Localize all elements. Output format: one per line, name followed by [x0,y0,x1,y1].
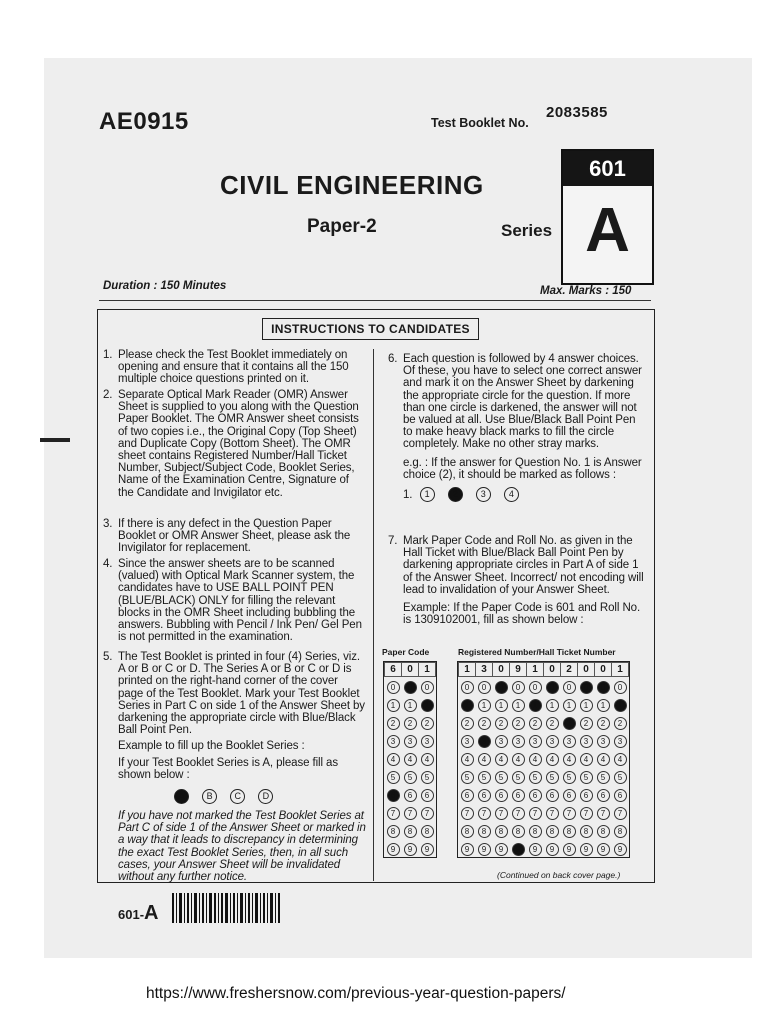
paper-code-bubble: 5 [387,771,400,784]
roll-number-bubble: 5 [461,771,474,784]
paper-code-bubble: 0 [421,681,434,694]
roll-number-bubble: 5 [580,771,593,784]
instruction-4 [103,558,366,644]
paper-code-bubble: 6 [404,789,417,802]
duration: Duration : 150 Minutes [103,280,227,292]
roll-number-bubble: 3 [597,735,610,748]
roll-number-bubble: 7 [495,807,508,820]
answer-bubble-2: 2 [448,487,463,502]
paper-code-bubble: 5 [421,771,434,784]
roll-number-bubble: 0 [563,681,576,694]
series-bubbles [174,789,366,804]
paper-code-bubble: 6 [387,789,400,802]
paper-code-digit-1: 0 [402,663,419,677]
roll-number-bubble: 3 [546,735,559,748]
roll-number-digit-9: 1 [612,663,629,677]
paper-code-bubble: 4 [421,753,434,766]
roll-number-bubble: 7 [461,807,474,820]
roll-number-bubble: 6 [461,789,474,802]
roll-number-bubble: 5 [614,771,627,784]
roll-number-bubble: 9 [580,843,593,856]
roll-number-digit-7: 0 [578,663,595,677]
instruction-text: Mark Paper Code and Roll No. as given in the Hall Ticket with Blue/Black Ball Point Pen by darkening appropriate circles in Part A of side 1 of the Answer Sheet. Incorrect/ not encoding will lead to invalidation of your Answer Sheet. [403,535,644,596]
roll-number-bubble: 7 [478,807,491,820]
max-marks: Max. Marks : 150 [540,285,632,297]
roll-number-bubble: 4 [495,753,508,766]
roll-number-bubble: 2 [546,717,559,730]
roll-number-bubble: 0 [597,681,610,694]
roll-number-bubble: 4 [529,753,542,766]
instruction-number: 3. [103,518,113,530]
roll-number-bubble: 0 [529,681,542,694]
roll-number-bubble: 4 [597,753,610,766]
roll-number-bubble: 4 [546,753,559,766]
column-divider [373,349,374,881]
paper-code-bubble: 9 [387,843,400,856]
paper-code-bubble: 3 [404,735,417,748]
paper-code-bubble: 7 [421,807,434,820]
instruction-number: 7. [388,535,398,547]
roll-number-bubble: 7 [614,807,627,820]
roll-number-bubble: 0 [580,681,593,694]
roll-number-bubble: 0 [614,681,627,694]
roll-number-bubble: 5 [512,771,525,784]
roll-number-bubble: 0 [478,681,491,694]
series-bubble-a: A [174,789,189,804]
roll-number-bubble: 8 [495,825,508,838]
barcode [172,893,280,923]
instruction-number: 5. [103,651,113,663]
roll-number-bubble: 3 [563,735,576,748]
instruction-text: The Test Booklet is printed in four (4) Series, viz. A or B or C or D. The Series A or B or C or D is printed on the right-hand corner of the cover page of the Test Booklet. Mark your Test Booklet Series in Part C on side 1 of the Answer Sheet by darkening the appropriate circle with Blue/Black Ball Point Pen. [118,651,365,737]
roll-number-bubble: 9 [478,843,491,856]
series-bubble-b: B [202,789,217,804]
roll-number-bubble: 1 [529,699,542,712]
roll-number-bubble: 3 [512,735,525,748]
roll-number-bubble: 1 [478,699,491,712]
paper-code-bubble: 2 [421,717,434,730]
instruction-5 [103,651,366,884]
paper-code-bubble: 4 [404,753,417,766]
roll-number-bubble: 5 [495,771,508,784]
answer-example: e.g. : If the answer for Question No. 1 is Answer choice (2), it should be marked as follows : [403,456,642,481]
paper-code-bubble: 8 [387,825,400,838]
roll-number-bubble: 6 [529,789,542,802]
instruction-1 [103,349,366,386]
roll-number-digit-1: 3 [476,663,493,677]
instruction-text: Since the answer sheets are to be scanned (valued) with Optical Mark Scanner system, the candidates have to USE BALL POINT PEN (BLUE/BLACK) ONLY for filling the relevant blocks in the OMR Sheet including bubbling the answers. Bubbling with Pencil / Ink Pen/ Gel Pen is not permitted in the examination. [118,558,362,644]
roll-number-bubble: 7 [580,807,593,820]
paper-code-digit-0: 6 [385,663,402,677]
series-example-label: Example to fill up the Booklet Series : [118,740,305,753]
paper-code-bubble: 0 [404,681,417,694]
instruction-3 [103,518,366,555]
instruction-text: If there is any defect in the Question Paper Booklet or OMR Answer Sheet, please ask the Invigilator for replacement. [118,518,351,555]
roll-number-digit-2: 0 [493,663,510,677]
paper-code-bubble: 2 [404,717,417,730]
roll-number-bubble: 5 [478,771,491,784]
series-example-text: If your Test Booklet Series is A, please fill as shown below : [118,756,338,781]
roll-number-bubble: 9 [614,843,627,856]
instruction-7 [388,535,645,627]
roll-number-bubble: 0 [512,681,525,694]
paper-code-bubble: 4 [387,753,400,766]
roll-number-bubble: 8 [563,825,576,838]
roll-number-bubble: 8 [546,825,559,838]
paper-code-bubble: 7 [404,807,417,820]
roll-number-bubble: 8 [614,825,627,838]
roll-number-bubble: 9 [597,843,610,856]
answer-bubble-1: 1 [420,487,435,502]
series-warning: If you have not marked the Test Booklet Series at Part C of side 1 of the Answer Sheet or marked in a way that it leads to discrepancy in determining the exact Test Booklet Series, then, in all such cases, your Answer Sheet will be invalidated without any further notice. [118,810,366,884]
roll-number-grid [457,661,630,858]
roll-number-bubble: 7 [597,807,610,820]
roll-number-bubble: 7 [512,807,525,820]
roll-number-bubble: 6 [495,789,508,802]
paper-code-bubble: 3 [387,735,400,748]
roll-number-bubble: 9 [546,843,559,856]
paper-code-bubble: 8 [404,825,417,838]
roll-number-digit-0: 1 [459,663,476,677]
q1-label: 1. [403,488,413,501]
paper-code-bubble: 5 [404,771,417,784]
roll-number-bubble: 5 [546,771,559,784]
answer-bubble-3: 3 [476,487,491,502]
roll-number-bubble: 1 [512,699,525,712]
continued-note: (Continued on back cover page.) [497,870,621,880]
roll-number-bubble: 8 [580,825,593,838]
roll-number-bubble: 6 [597,789,610,802]
roll-number-label: Registered Number/Hall Ticket Number [458,647,616,657]
divider [99,300,651,301]
paper-code-bubble: 8 [421,825,434,838]
roll-number-bubble: 0 [461,681,474,694]
roll-number-bubble: 1 [563,699,576,712]
footer-series-prefix: 601- [118,907,145,922]
roll-number-bubble: 4 [512,753,525,766]
footer-series-letter: A [144,902,159,924]
roll-number-bubble: 6 [478,789,491,802]
roll-number-bubble: 8 [478,825,491,838]
instruction-2 [103,389,366,499]
test-booklet-label: Test Booklet No. [431,116,529,130]
exam-code: AE0915 [99,108,189,135]
paper-label: Paper-2 [307,216,377,237]
answer-bubble-4: 4 [504,487,519,502]
instruction-text: Please check the Test Booklet immediately on opening and ensure that it contains all the 150 multiple choice questions printed on it. [118,349,349,386]
roll-number-bubble: 5 [563,771,576,784]
roll-number-bubble: 8 [529,825,542,838]
roll-number-digit-6: 2 [561,663,578,677]
roll-number-bubble: 9 [495,843,508,856]
roll-number-bubble: 4 [580,753,593,766]
paper-code-bubble: 1 [387,699,400,712]
roll-number-bubble: 1 [495,699,508,712]
paper-code-bubble: 9 [404,843,417,856]
series-bubble-d: D [258,789,273,804]
paper-code-bubble: 3 [421,735,434,748]
margin-mark [40,438,70,442]
roll-number-bubble: 7 [546,807,559,820]
roll-number-bubble: 9 [512,843,525,856]
roll-number-bubble: 3 [461,735,474,748]
roll-number-bubble: 2 [614,717,627,730]
roll-number-bubble: 2 [580,717,593,730]
roll-number-bubble: 5 [529,771,542,784]
instruction-number: 1. [103,349,113,361]
roll-number-bubble: 3 [614,735,627,748]
paper-code-bubble: 2 [387,717,400,730]
instruction-number: 6. [388,353,398,365]
q1-bubbles [403,487,645,502]
roll-number-bubble: 2 [461,717,474,730]
roll-number-bubble: 1 [597,699,610,712]
roll-example: Example: If the Paper Code is 601 and Roll No. is 1309102001, fill as shown below : [403,602,641,627]
paper-code-label: Paper Code [382,647,430,657]
roll-number-bubble: 1 [461,699,474,712]
instruction-number: 2. [103,389,113,401]
paper-code-bubble: 6 [421,789,434,802]
paper-code-bubble: 0 [387,681,400,694]
roll-number-bubble: 2 [478,717,491,730]
roll-number-bubble: 4 [461,753,474,766]
roll-number-bubble: 1 [614,699,627,712]
roll-number-bubble: 6 [563,789,576,802]
roll-number-bubble: 7 [563,807,576,820]
series-box [561,149,654,285]
roll-number-bubble: 6 [580,789,593,802]
paper-code-grid [383,661,437,858]
series-bubble-c: C [230,789,245,804]
instructions-heading: INSTRUCTIONS TO CANDIDATES [262,318,479,340]
paper-code-bubble: 1 [421,699,434,712]
roll-number-digit-4: 1 [527,663,544,677]
footer-series [118,902,158,925]
roll-number-bubble: 0 [546,681,559,694]
roll-number-bubble: 2 [597,717,610,730]
roll-number-bubble: 2 [529,717,542,730]
roll-number-bubble: 2 [512,717,525,730]
source-url[interactable]: https://www.freshersnow.com/previous-year-question-papers/ [146,985,566,1002]
roll-number-bubble: 1 [580,699,593,712]
roll-number-digit-8: 0 [595,663,612,677]
series-label: Series [501,221,553,240]
instruction-text: Each question is followed by 4 answer choices. Of these, you have to select one correct answer and mark it on the Answer Sheet by darkening the appropriate circle for the question. If more than one circle is darkened, the answer will not be valued at all. Use Blue/Black Ball Point Pen to make heavy black marks to fill the circle completely. Make no other stray marks. [403,353,642,451]
paper-code-bubble: 7 [387,807,400,820]
roll-number-bubble: 1 [546,699,559,712]
roll-number-digit-5: 0 [544,663,561,677]
roll-number-bubble: 6 [546,789,559,802]
page-title: CIVIL ENGINEERING [220,170,484,200]
roll-number-bubble: 6 [512,789,525,802]
roll-number-bubble: 5 [597,771,610,784]
roll-number-bubble: 8 [597,825,610,838]
roll-number-bubble: 3 [580,735,593,748]
instruction-number: 4. [103,558,113,570]
roll-number-bubble: 3 [495,735,508,748]
roll-number-bubble: 4 [614,753,627,766]
instruction-text: Separate Optical Mark Reader (OMR) Answer Sheet is supplied to you along with the Question Paper Booklet. The OMR Answer sheet consists of two copies i.e., the Original Copy (Top Sheet) and Duplicate Copy (Bottom Sheet). The OMR sheet contains Registered Number/Hall Ticket Number, Subject/Subject Code, Booklet Series, Name of the Examination Centre, Signature of the Candidate and Invigilator etc. [118,389,359,499]
roll-number-digit-3: 9 [510,663,527,677]
roll-number-bubble: 4 [478,753,491,766]
roll-number-bubble: 0 [495,681,508,694]
roll-number-bubble: 2 [495,717,508,730]
roll-number-bubble: 4 [563,753,576,766]
series-code: 601 [563,151,652,186]
instruction-6 [388,353,645,502]
roll-number-bubble: 8 [461,825,474,838]
roll-number-bubble: 9 [563,843,576,856]
paper-code-bubble: 1 [404,699,417,712]
roll-number-bubble: 9 [461,843,474,856]
roll-number-bubble: 6 [614,789,627,802]
paper-code-bubble: 9 [421,843,434,856]
series-letter: A [585,196,630,265]
paper-code-digit-2: 1 [419,663,436,677]
test-booklet-number: 2083585 [546,104,608,121]
roll-number-bubble: 3 [529,735,542,748]
roll-number-bubble: 3 [478,735,491,748]
roll-number-bubble: 9 [529,843,542,856]
roll-number-bubble: 8 [512,825,525,838]
roll-number-bubble: 2 [563,717,576,730]
roll-number-bubble: 7 [529,807,542,820]
